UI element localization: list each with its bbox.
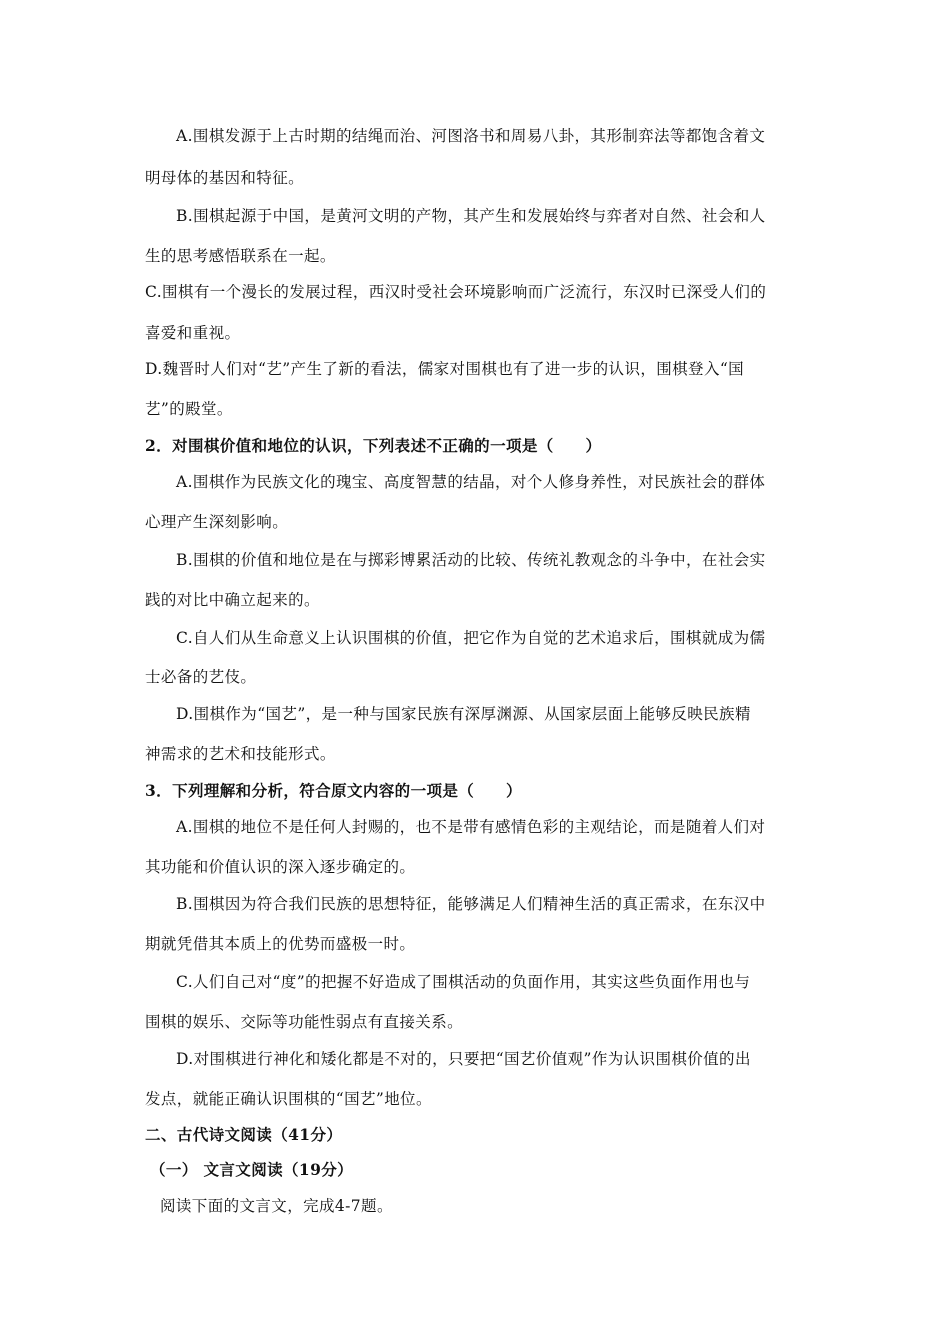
q2-option-a-line2: 心理产生深刻影响。 bbox=[145, 513, 289, 531]
subsection-heading: （一） 文言文阅读（19分） bbox=[150, 1160, 354, 1179]
q3-stem: 3．下列理解和分析，符合原文内容的一项是（ ） bbox=[145, 781, 522, 800]
q3-option-a-line1: A.围棋的地位不是任何人封赐的，也不是带有感情色彩的主观结论，而是随着人们对 bbox=[176, 818, 766, 836]
section-heading: 二、古代诗文阅读（41分） bbox=[145, 1125, 343, 1144]
q1-option-a-line2: 明母体的基因和特征。 bbox=[145, 169, 305, 187]
q2-option-d-line1: D.围棋作为“国艺”，是一种与国家民族有深厚渊源、从国家层面上能够反映民族精 bbox=[176, 705, 751, 723]
q1-option-b-line1: B.围棋起源于中国，是黄河文明的产物，其产生和发展始终与弈者对自然、社会和人 bbox=[176, 207, 766, 225]
q1-option-b-line2: 生的思考感悟联系在一起。 bbox=[145, 247, 336, 265]
q2-stem: 2．对围棋价值和地位的认识，下列表述不正确的一项是（ ） bbox=[145, 436, 602, 455]
q3-option-b-line1: B.围棋因为符合我们民族的思想特征，能够满足人们精神生活的真正需求，在东汉中 bbox=[176, 895, 766, 913]
q1-option-c-line1: C.围棋有一个漫长的发展过程，西汉时受社会环境影响而广泛流行，东汉时已深受人们的 bbox=[145, 283, 767, 301]
q1-option-d-line1: D.魏晋时人们对“艺”产生了新的看法，儒家对围棋也有了进一步的认识，围棋登入“国 bbox=[145, 360, 745, 378]
q1-option-d-line2: 艺”的殿堂。 bbox=[145, 400, 233, 418]
q3-option-c-line2: 围棋的娱乐、交际等功能性弱点有直接关系。 bbox=[145, 1013, 464, 1031]
q2-option-b-line1: B.围棋的价值和地位是在与掷彩博累活动的比较、传统礼教观念的斗争中，在社会实 bbox=[176, 551, 766, 569]
q2-option-b-line2: 践的对比中确立起来的。 bbox=[145, 591, 320, 609]
reading-instruction: 阅读下面的文言文，完成4-7题。 bbox=[160, 1197, 393, 1215]
q2-option-c-line2: 士必备的艺伎。 bbox=[145, 668, 257, 686]
q2-option-a-line1: A.围棋作为民族文化的瑰宝、高度智慧的结晶，对个人修身养性，对民族社会的群体 bbox=[176, 473, 766, 491]
q1-option-c-line2: 喜爱和重视。 bbox=[145, 324, 241, 342]
q2-option-d-line2: 神需求的艺术和技能形式。 bbox=[145, 745, 336, 763]
q1-option-a-line1: A.围棋发源于上古时期的结绳而治、河图洛书和周易八卦，其形制弈法等都饱含着文 bbox=[176, 127, 766, 145]
q3-option-d-line1: D.对围棋进行神化和矮化都是不对的，只要把“国艺价值观”作为认识围棋价值的出 bbox=[176, 1050, 751, 1068]
q3-option-a-line2: 其功能和价值认识的深入逐步确定的。 bbox=[145, 858, 416, 876]
q3-option-b-line2: 期就凭借其本质上的优势而盛极一时。 bbox=[145, 935, 416, 953]
q3-option-c-line1: C.人们自己对“度”的把握不好造成了围棋活动的负面作用，其实这些负面作用也与 bbox=[176, 973, 751, 991]
q2-option-c-line1: C.自人们从生命意义上认识围棋的价值，把它作为自觉的艺术追求后，围棋就成为儒 bbox=[176, 629, 766, 647]
q3-option-d-line2: 发点，就能正确认识围棋的“国艺”地位。 bbox=[145, 1090, 432, 1108]
